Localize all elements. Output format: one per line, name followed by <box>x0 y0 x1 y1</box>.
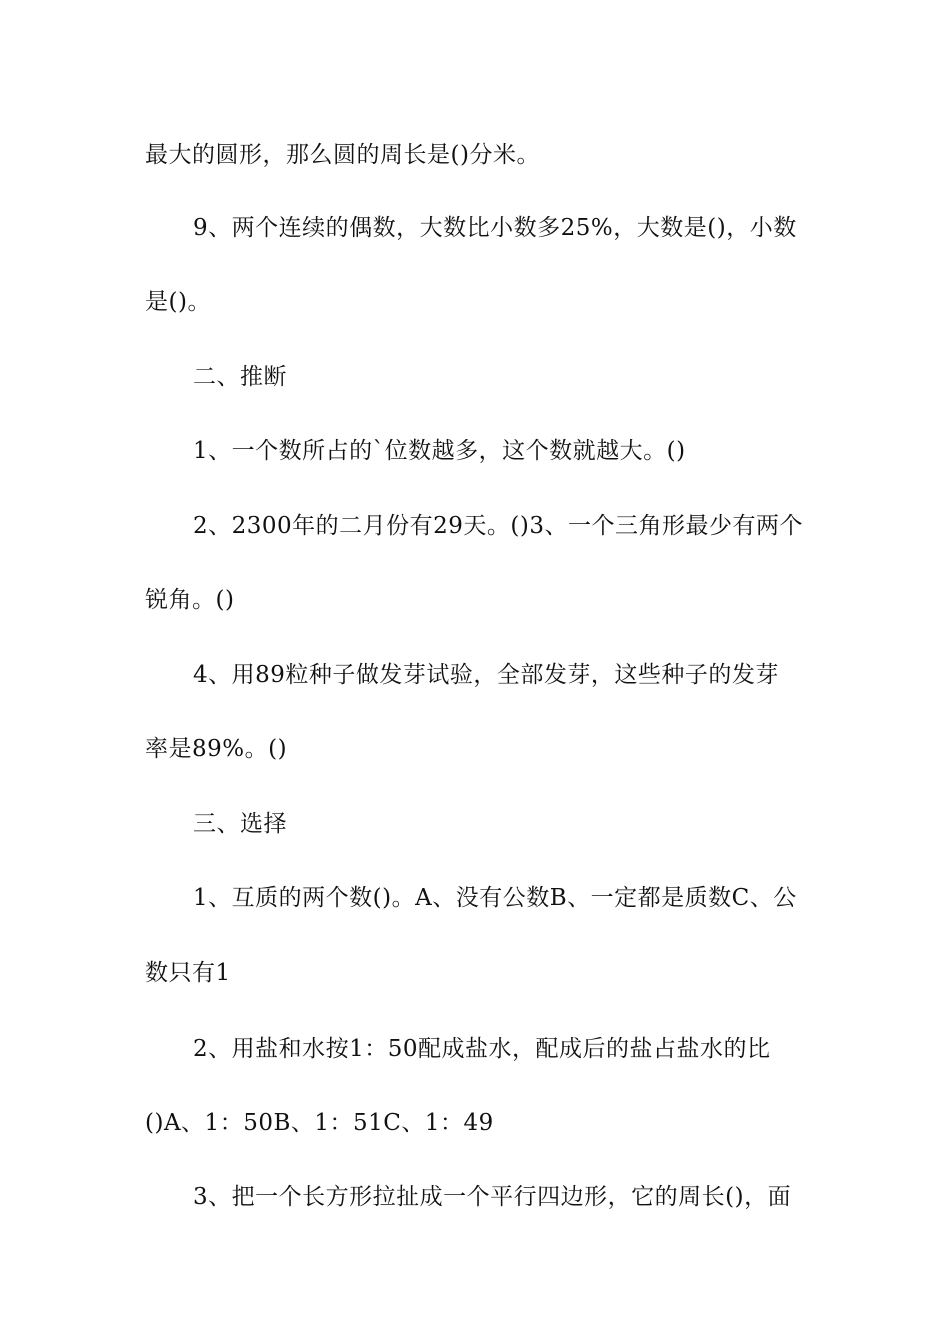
choice-question-1-line-1: 1、互质的两个数()。A、没有公数B、一定都是质数C、公 <box>193 885 797 911</box>
text-line-continuation-circle: 最大的圆形，那么圆的周长是()分米。 <box>145 142 540 168</box>
section-heading-judgment: 二、推断 <box>193 364 287 390</box>
section-heading-choice: 三、选择 <box>193 811 287 837</box>
judgment-question-4-line-1: 4、用89粒种子做发芽试验，全部发芽，这些种子的发芽 <box>193 662 779 688</box>
question-9-line-1: 9、两个连续的偶数，大数比小数多25%，大数是()，小数 <box>193 215 797 241</box>
choice-question-2-line-1: 2、用盐和水按1：50配成盐水，配成后的盐占盐水的比 <box>193 1036 771 1062</box>
judgment-question-2-line-1: 2、2300年的二月份有29天。()3、一个三角形最少有两个 <box>193 513 804 539</box>
choice-question-1-line-2: 数只有1 <box>145 960 231 986</box>
choice-question-2-line-2: ()A、1：50B、1：51C、1：49 <box>145 1110 494 1136</box>
judgment-question-1: 1、一个数所占的`位数越多，这个数就越大。() <box>193 438 686 464</box>
judgment-question-3-line-2: 锐角。() <box>145 587 235 613</box>
judgment-question-4-line-2: 率是89%。() <box>145 736 288 762</box>
choice-question-3-line-1: 3、把一个长方形拉扯成一个平行四边形，它的周长()，面 <box>193 1184 792 1210</box>
question-9-line-2: 是()。 <box>145 289 211 315</box>
